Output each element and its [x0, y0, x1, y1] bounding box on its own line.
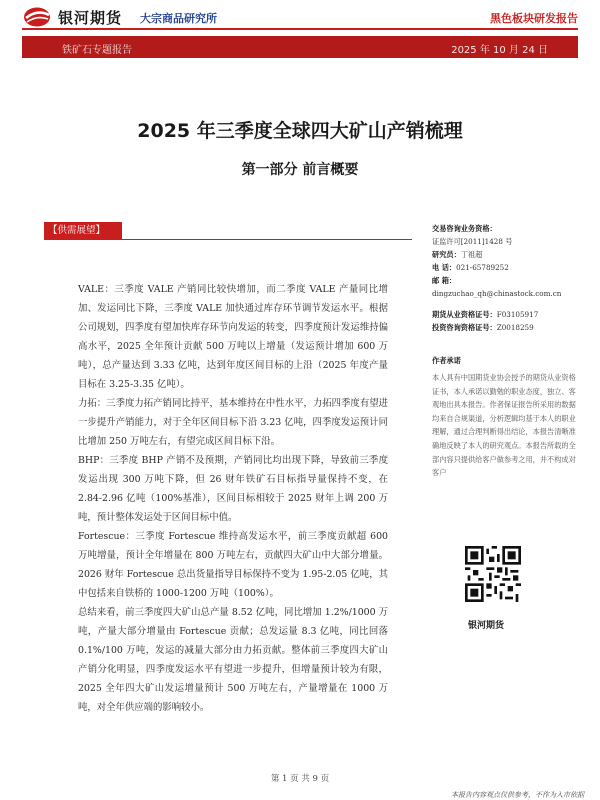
license2-label: 投资咨询资格证号：: [432, 323, 497, 332]
qualification-value: 证监许可[2011]1428 号: [432, 237, 513, 246]
header-divider: [22, 28, 578, 30]
section-tag: 【供需展望】: [44, 222, 122, 239]
analyst-label: 研究员：: [432, 250, 461, 259]
section-divider: [44, 239, 412, 240]
qr-caption: 银河期货: [468, 621, 505, 631]
galaxy-logo-icon: [22, 6, 52, 28]
brand-name: 银河期货: [58, 9, 123, 27]
analyst-name: 丁祖超: [460, 250, 483, 259]
author-promise-text: 本人具有中国期货业协会授予的期货从业资格证书，本人承诺以勤勉的职业态度，独立、客观地出具本报告。作者保证报告所采用的数据均来自合规渠道，分析逻辑均基于本人的职业理解，通过合理判断得出结论，本报告清晰准确地反映了本人的研究观点。本报告所载的全部内容只提供给客户做参考之用，并不构成对客户: [432, 373, 576, 478]
email-label: 邮 箱：: [432, 276, 457, 285]
phone-label: 电 话：: [432, 263, 457, 272]
report-title: 2025 年三季度全球四大矿山产销梳理: [137, 120, 463, 142]
section-heading: 第一部分 前言概要: [241, 162, 359, 178]
page-header: [0, 0, 600, 40]
body-text: [78, 280, 388, 717]
paragraph-vale: VALE：三季度 VALE 产销同比较快增加，而二季度 VALE 产量同比增加、发运同比下降，三季度 VALE 加快通过库存环节调节发运水平。根据公司规划，四季度有望加快库存环节向发运的转变，四季度预计发运维持偏高水平，2025 全年预计贡献 500 万吨以上增量（发运预计增加 600 万吨），总产量达到 3.33 亿吨，达到年度区间目标的上沿（2025 年度产量目标在 3.25-3.35 亿吨）。: [78, 284, 388, 390]
paragraph-rio: 力拓：三季度力拓产销同比持平，基本维持在中性水平，力拓四季度有望进一步提升产销能力，对于全年区间目标下沿 3.23 亿吨，四季度发运预计同比增加 250 万吨左右，有望完成区间目标下沿。: [78, 398, 388, 447]
category-band: [22, 36, 578, 58]
report-date: 2025 年 10 月 24 日: [451, 45, 548, 56]
license1-label: 期货从业资格证号：: [432, 310, 497, 319]
author-promise-title: 作者承诺: [432, 356, 461, 365]
license2-value: Z0018259: [496, 323, 534, 332]
qualification-label: 交易咨询业务资格：: [432, 224, 497, 233]
qr-code-icon: [465, 546, 521, 602]
email-value: dingzuchao_qh@chinastock.com.cn: [432, 289, 562, 298]
paragraph-fortescue: Fortescue：三季度 Fortescue 维持高发运水平，前三季度贡献超 600 万吨增量，预计全年增量在 800 万吨左右，贡献四大矿山中大部分增量。2026 财年 Fortescue 总出货量指导目标保持不变为 1.95-2.05 亿吨，其中包括来自铁桥的 1000-1200 万吨（100%）。: [78, 531, 388, 599]
page-number: 第 1 页 共 9 页: [270, 774, 330, 784]
sidebar-info: [432, 222, 582, 480]
report-type: 黑色板块研发报告: [490, 12, 578, 25]
report-category: 铁矿石专题报告: [62, 45, 132, 56]
license1-value: F03105917: [496, 310, 539, 319]
phone-value: 021-65789252: [456, 263, 509, 272]
paragraph-bhp: BHP：三季度 BHP 产销不及预期，产销同比均出现下降，导致前三季度发运出现 300 万吨下降，但 26 财年铁矿石目标指导量保持不变，在 2.84-2.96 亿吨（100%基准），区间目标相较于 2025 财年上调 200 万吨，预计整体发运处于区间目标中值。: [78, 455, 388, 523]
institute-name: 大宗商品研究所: [140, 12, 217, 25]
paragraph-summary: 总结来看，前三季度四大矿山总产量 8.52 亿吨，同比增加 1.2%/1000 万吨，产量大部分增量由 Fortescue 贡献；总发运量 8.3 亿吨，同比回落 0.1%/100 万吨，发运的减量大部分由力拓贡献。整体前三季度四大矿山产销分化明显，四季度发运水平有望进一步提升，但增量预计较为有限，2025 全年四大矿山发运增量预计 500 万吨左右，产量增量在 1000 万吨，对全年供应端的影响较小。: [78, 607, 388, 713]
footer-disclaimer: 本报告内容观点仅供参考，不作为入市依据: [451, 791, 584, 799]
